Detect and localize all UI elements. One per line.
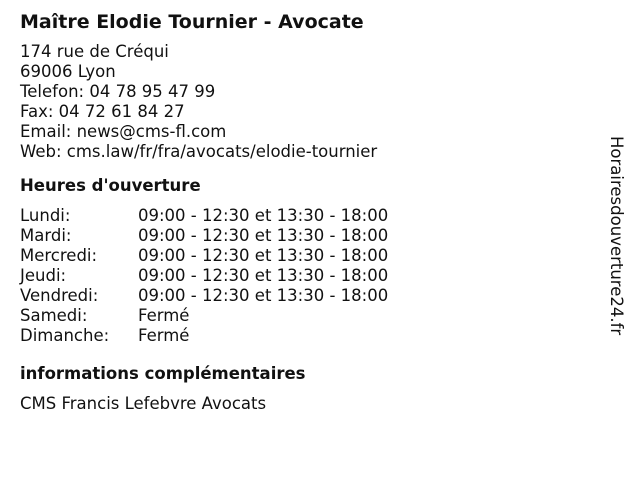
- hours-row-saturday: [20, 306, 610, 326]
- email-address[interactable]: Email: news@cms-fl.com: [20, 122, 227, 141]
- site-watermark: Horairesdouverture24.fr: [607, 136, 626, 336]
- hours-row-wednesday: [20, 246, 610, 266]
- street-address: 174 rue de Créqui: [20, 42, 169, 61]
- additional-info-heading: informations complémentaires: [20, 364, 306, 383]
- day-label: Dimanche:: [20, 326, 110, 345]
- additional-info-text: CMS Francis Lefebvre Avocats: [20, 394, 267, 413]
- website-link[interactable]: Web: cms.law/fr/fra/avocats/elodie-tournier: [20, 142, 378, 161]
- day-label: Mardi:: [20, 226, 72, 245]
- hours-row-sunday: [20, 326, 610, 346]
- day-hours: Fermé: [138, 326, 190, 345]
- day-hours: 09:00 - 12:30 et 13:30 - 18:00: [138, 206, 389, 225]
- city-postcode: 69006 Lyon: [20, 62, 116, 81]
- opening-hours-heading: Heures d'ouverture: [20, 176, 201, 195]
- day-label: Mercredi:: [20, 246, 98, 265]
- day-label: Lundi:: [20, 206, 71, 225]
- hours-row-thursday: [20, 266, 610, 286]
- day-hours: 09:00 - 12:30 et 13:30 - 18:00: [138, 226, 389, 245]
- hours-row-monday: [20, 206, 610, 226]
- day-label: Samedi:: [20, 306, 88, 325]
- hours-row-tuesday: [20, 226, 610, 246]
- day-label: Jeudi:: [20, 266, 67, 285]
- opening-hours-table: [20, 206, 610, 346]
- hours-row-friday: [20, 286, 610, 306]
- day-hours: 09:00 - 12:30 et 13:30 - 18:00: [138, 266, 389, 285]
- business-name: Maître Elodie Tournier - Avocate: [20, 11, 364, 33]
- day-label: Vendredi:: [20, 286, 99, 305]
- day-hours: Fermé: [138, 306, 190, 325]
- phone-number[interactable]: Telefon: 04 78 95 47 99: [20, 82, 216, 101]
- day-hours: 09:00 - 12:30 et 13:30 - 18:00: [138, 286, 389, 305]
- fax-number: Fax: 04 72 61 84 27: [20, 102, 185, 121]
- day-hours: 09:00 - 12:30 et 13:30 - 18:00: [138, 246, 389, 265]
- contact-block: [20, 42, 610, 162]
- business-card: [20, 10, 610, 414]
